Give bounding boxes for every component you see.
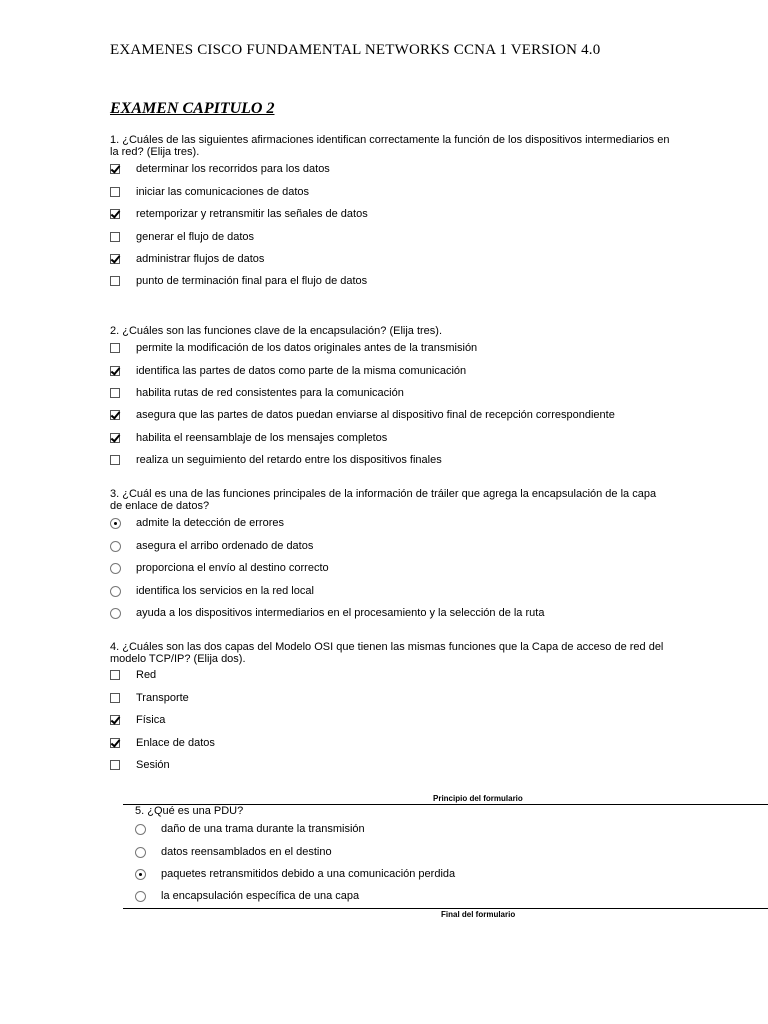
q1-option-2[interactable] <box>110 184 309 200</box>
question-2-text: 2. ¿Cuáles son las funciones clave de la encapsulación? (Elija tres). <box>110 325 443 337</box>
checkbox[interactable] <box>110 433 120 443</box>
checkbox[interactable] <box>110 343 120 353</box>
chapter-title: EXAMEN CAPITULO 2 <box>110 100 275 117</box>
checkbox[interactable] <box>110 738 120 748</box>
option-label: retemporizar y retransmitir las señales de datos <box>136 208 368 220</box>
radio-button[interactable] <box>135 869 146 880</box>
option-label: la encapsulación específica de una capa <box>161 890 360 902</box>
radio-button[interactable] <box>135 824 146 835</box>
q4-option-2[interactable] <box>110 690 189 706</box>
question-1-text: 1. ¿Cuáles de las siguientes afirmaciones identifican correctamente la función de los dispositivos intermediarios en la red? (Elija tres). <box>110 134 670 158</box>
option-label: Transporte <box>136 692 189 704</box>
option-label: daño de una trama durante la transmisión <box>161 823 365 835</box>
q1-option-6[interactable] <box>110 273 367 289</box>
q1-option-3[interactable] <box>110 206 368 222</box>
q2-option-5[interactable] <box>110 430 387 446</box>
option-label: Sesión <box>136 759 170 771</box>
checkbox[interactable] <box>110 276 120 286</box>
checkbox[interactable] <box>110 187 120 197</box>
checkbox[interactable] <box>110 760 120 770</box>
q3-option-2[interactable] <box>110 538 313 554</box>
checkbox[interactable] <box>110 715 120 725</box>
question-4-text: 4. ¿Cuáles son las dos capas del Modelo OSI que tienen las mismas funciones que la Capa de acceso de red del modelo TCP/IP? (Elija dos). <box>110 641 664 665</box>
option-label: habilita el reensamblaje de los mensajes completos <box>136 432 388 444</box>
option-label: identifica los servicios en la red local <box>136 585 314 597</box>
radio-button[interactable] <box>135 891 146 902</box>
radio-button[interactable] <box>110 541 121 552</box>
question-3-text: 3. ¿Cuál es una de las funciones principales de la información de tráiler que agrega la encapsulación de la capa de enlace de datos? <box>110 488 657 512</box>
q3-option-5[interactable] <box>110 605 544 621</box>
option-label: datos reensamblados en el destino <box>161 846 332 858</box>
q2-option-6[interactable] <box>110 452 442 468</box>
q5-option-1[interactable] <box>135 821 365 837</box>
form-start-label: Principio del formulario <box>433 794 523 803</box>
option-label: paquetes retransmitidos debido a una comunicación perdida <box>161 868 456 880</box>
q2-option-3[interactable] <box>110 385 404 401</box>
checkbox[interactable] <box>110 254 120 264</box>
option-label: punto de terminación final para el flujo de datos <box>136 275 368 287</box>
q1-option-5[interactable] <box>110 251 264 267</box>
q5-option-3[interactable] <box>135 866 455 882</box>
question-5-text: 5. ¿Qué es una PDU? <box>135 805 244 817</box>
option-label: administrar flujos de datos <box>136 253 265 265</box>
option-label: iniciar las comunicaciones de datos <box>136 186 310 198</box>
option-label: Red <box>136 669 157 681</box>
option-label: proporciona el envío al destino correcto <box>136 562 329 574</box>
checkbox[interactable] <box>110 410 120 420</box>
form-end-label: Final del formulario <box>441 910 516 919</box>
checkbox[interactable] <box>110 455 120 465</box>
checkbox[interactable] <box>110 366 120 376</box>
q1-option-1[interactable] <box>110 161 330 177</box>
q2-option-1[interactable] <box>110 340 477 356</box>
checkbox[interactable] <box>110 232 120 242</box>
q3-option-4[interactable] <box>110 583 314 599</box>
option-label: determinar los recorridos para los datos <box>136 163 330 175</box>
q5-option-4[interactable] <box>135 888 359 904</box>
q4-option-3[interactable] <box>110 712 165 728</box>
option-label: generar el flujo de datos <box>136 231 255 243</box>
q1-option-4[interactable] <box>110 229 254 245</box>
option-label: admite la detección de errores <box>136 517 284 529</box>
option-label: asegura el arribo ordenado de datos <box>136 540 314 552</box>
checkbox[interactable] <box>110 164 120 174</box>
option-label: Física <box>136 714 166 726</box>
q4-option-5[interactable] <box>110 757 170 773</box>
option-label: ayuda a los dispositivos intermediarios en el procesamiento y la selección de la ruta <box>136 607 545 619</box>
option-label: habilita rutas de red consistentes para la comunicación <box>136 387 404 399</box>
option-label: realiza un seguimiento del retardo entre los dispositivos finales <box>136 454 442 466</box>
radio-button[interactable] <box>110 608 121 619</box>
q2-option-2[interactable] <box>110 363 466 379</box>
radio-button[interactable] <box>135 847 146 858</box>
q2-option-4[interactable] <box>110 407 615 423</box>
q4-option-4[interactable] <box>110 735 215 751</box>
checkbox[interactable] <box>110 209 120 219</box>
q4-option-1[interactable] <box>110 667 156 683</box>
radio-button[interactable] <box>110 586 121 597</box>
radio-button[interactable] <box>110 518 121 529</box>
option-label: asegura que las partes de datos puedan enviarse al dispositivo final de recepción correspondiente <box>136 409 615 421</box>
checkbox[interactable] <box>110 693 120 703</box>
form-bottom-divider <box>123 908 768 909</box>
document-title: EXAMENES CISCO FUNDAMENTAL NETWORKS CCNA 1 VERSION 4.0 <box>110 42 601 58</box>
checkbox[interactable] <box>110 670 120 680</box>
option-label: Enlace de datos <box>136 737 215 749</box>
q5-option-2[interactable] <box>135 844 332 860</box>
q3-option-3[interactable] <box>110 560 329 576</box>
q3-option-1[interactable] <box>110 515 284 531</box>
option-label: identifica las partes de datos como parte de la misma comunicación <box>136 365 467 377</box>
radio-button[interactable] <box>110 563 121 574</box>
checkbox[interactable] <box>110 388 120 398</box>
option-label: permite la modificación de los datos originales antes de la transmisión <box>136 342 478 354</box>
